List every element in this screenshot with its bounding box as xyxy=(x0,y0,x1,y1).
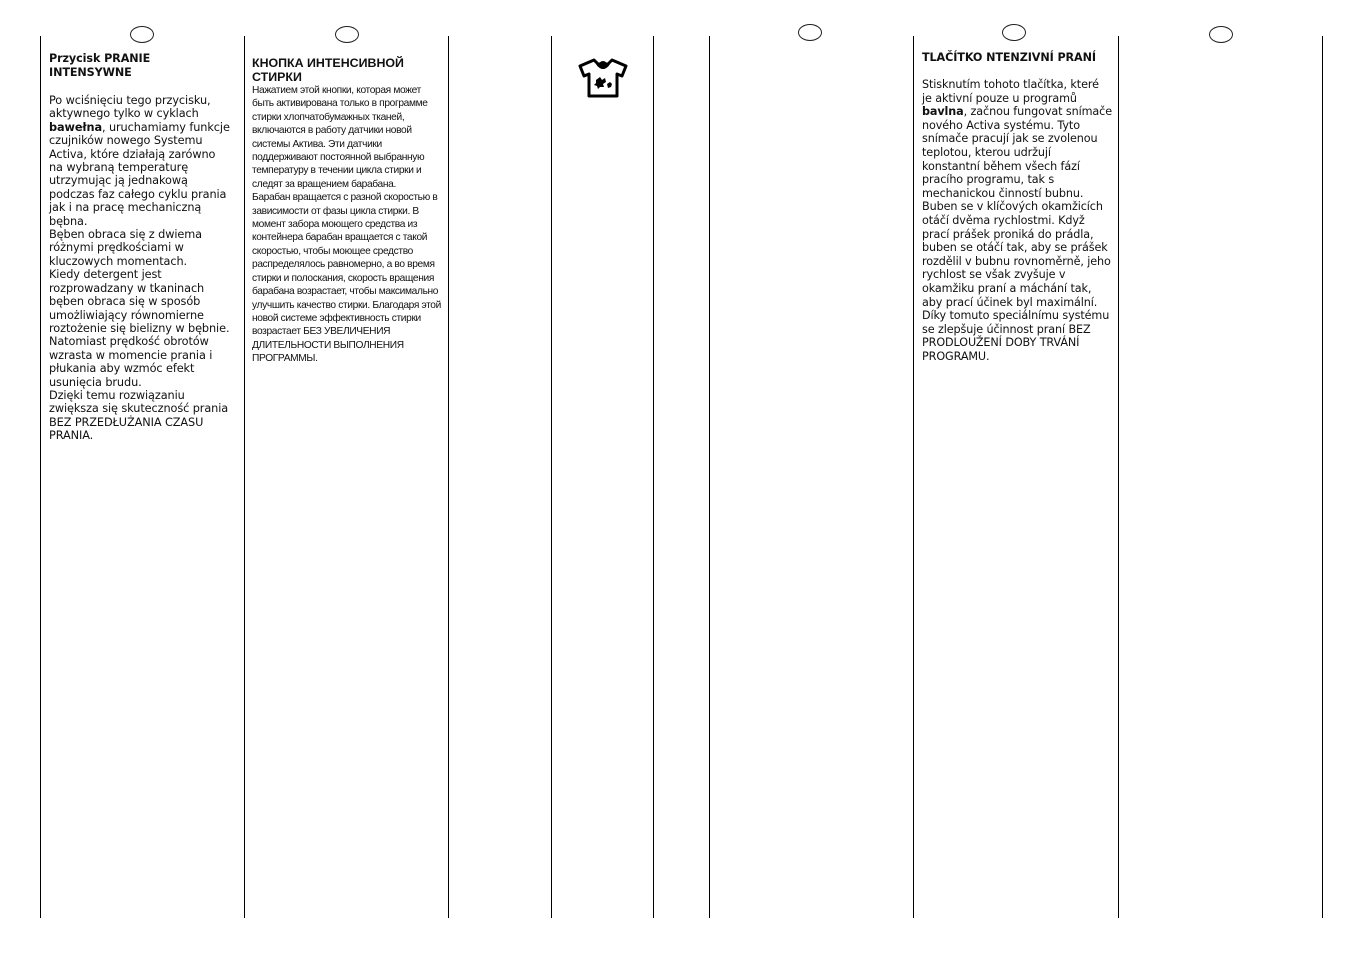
polish-paragraph-1 xyxy=(49,94,231,228)
russian-paragraph-2: Барабан вращается с разной скоростью в зависимости от фазы цикла стирки. В момент забора моющего средства из контейнера барабан вращается с такой скоростью, чтобы моющее средство распределялось равномерно, а во время стирки и полоскания, скорость вращения барабана возрастает, чтобы максимально улучшить качество стирки. Благодаря этой новой системе эффективность стирки возрастает БЕЗ УВЕЛИЧЕНИЯ ДЛИТЕЛЬНОСТИ ВЫПОЛНЕНИЯ ПРОГРАММЫ. xyxy=(252,192,441,365)
column-divider xyxy=(709,36,710,918)
polish-paragraph-4: Dzięki temu rozwiązaniu zwiększa się skuteczność prania BEZ PRZEDŁUŻANIA CZASU PRANIA. xyxy=(49,388,229,443)
czech-p1-text: Stisknutím tohoto tlačítka, které je aktivní pouze u programů xyxy=(922,78,1099,105)
column-divider xyxy=(1118,36,1119,918)
language-marker-oval xyxy=(335,26,359,43)
intensive-wash-shirt-icon xyxy=(578,58,628,98)
czech-paragraph-1 xyxy=(922,78,1112,363)
language-marker-oval xyxy=(798,24,822,41)
czech-p1-bold: bavlna xyxy=(922,105,964,119)
polish-section xyxy=(49,52,231,443)
column-divider xyxy=(551,36,552,918)
polish-paragraph-2: Bęben obraca się z dwiema różnymi prędkościami w kluczowych momentach. xyxy=(49,228,202,268)
polish-p1-bold: bawełna xyxy=(49,120,102,134)
language-marker-oval xyxy=(1209,26,1233,43)
russian-section xyxy=(252,52,444,366)
czech-section xyxy=(922,52,1112,363)
polish-paragraph-3: Kiedy detergent jest rozprowadzany w tkaninach bęben obraca się w sposób umożliwiający równomierne roztożenie się bielizny w bębnie. Natomiast prędkość obrotów wzrasta w momencie prania i płukania aby wzmóc efekt usunięcia brudu. xyxy=(49,268,230,389)
column-divider xyxy=(653,36,654,918)
language-marker-oval xyxy=(130,26,154,43)
column-divider xyxy=(40,36,41,918)
polish-p1-text: Po wciśnięciu tego przycisku, aktywnego tylko w cyklach xyxy=(49,94,211,121)
czech-p1-text-after: , začnou fungovat snímače nového Activa systému. Tyto snímače pracují jak se zvolenou teplotou, kterou udržují konstantní během všech fází pracího programu, tak s mechanickou činností bubnu. Buben se v klíčových okamžicích otáčí dvěma rychlostmi. Když prací prášek proniká do prádla, buben se otáčí tak, aby se prášek rozdělil v bubnu rovnoměrně, jeho rychlost se však zvyšuje v okamžiku praní a máchání tak, aby prací účinek byl maximální. Díky tomuto speciálnímu systému se zlepšuje účinnost praní BEZ PRODLOUŽENÍ DOBY TRVÁNÍ PROGRAMU. xyxy=(922,105,1112,363)
czech-title: TLAČÍTKO NTENZIVNÍ PRANÍ xyxy=(922,51,1096,64)
russian-paragraph-1: Нажатием этой кнопки, которая может быть активирована только в программе стирки хлопчатобумажных тканей, включаются в работу датчики новой системы Актива. Эти датчики поддерживают постоянной выбранную температуру в течении цикла стирки и следят за вращением барабана. xyxy=(252,85,428,190)
polish-p1-text-after: , uruchamiamy funkcje czujników nowego Systemu Activa, które działają zarówno na wybraną temperaturę utrzymując ją jednakową podczas faz całego cyklu prania jak i na pracę mechaniczną bębna. xyxy=(49,120,230,228)
polish-title: Przycisk PRANIE INTENSYWNE xyxy=(49,52,151,79)
russian-title: КНОПКА ИНТЕНСИВНОЙ СТИРКИ xyxy=(252,56,404,84)
column-divider xyxy=(448,36,449,918)
column-divider xyxy=(244,36,245,918)
language-marker-oval xyxy=(1002,24,1026,41)
column-divider xyxy=(913,36,914,918)
column-divider xyxy=(1322,36,1323,918)
